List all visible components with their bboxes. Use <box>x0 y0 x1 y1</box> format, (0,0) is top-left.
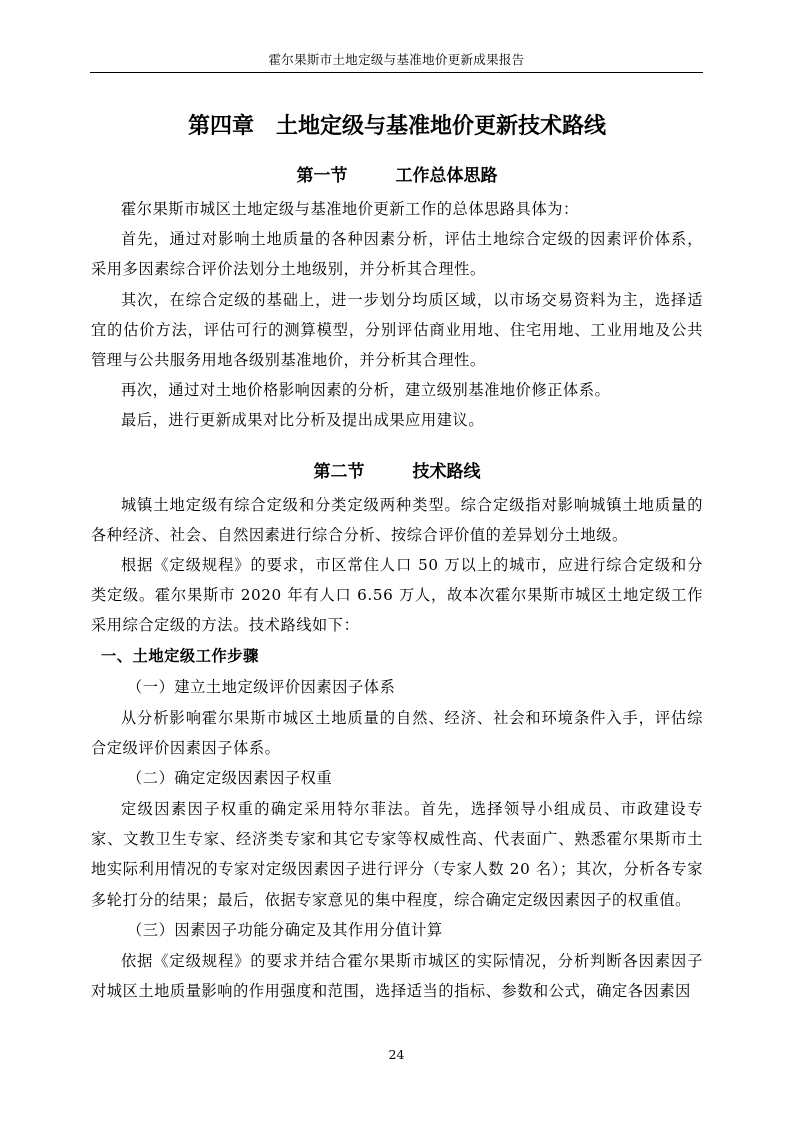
section-title: 技术路线 <box>412 461 481 482</box>
paragraph: 城镇土地定级有综合定级和分类定级两种类型。综合定级指对影响城镇土地质量的各种经济、社会、自然因素进行综合分析、按综合评价值的差异划分土地级。 <box>91 495 703 544</box>
paragraph: 依据《定级规程》的要求并结合霍尔果斯市城区的实际情况，分析判断各因素因子对城区土地质量影响的作用强度和范围，选择适当的指标、参数和公式，确定各因素因 <box>91 951 703 1001</box>
section-number: 第二节 <box>313 461 365 482</box>
paragraph: 定级因素因子权重的确定采用特尔菲法。首先，选择领导小组成员、市政建设专家、文教卫生专家、经济类专家和其它专家等权威性高、代表面广、熟悉霍尔果斯市土地实际利用情况的专家对定级因素因子进行评分（专家人数 20 名）；其次，分析各专家多轮打分的结果；最后，依据专家意见的集中程度，综合确定定级因素因子的权重值。 <box>91 800 703 909</box>
paragraph: 再次，通过对土地价格影响因素的分析，建立级别基准地价修正体系。 <box>121 381 611 400</box>
paragraph: 首先，通过对影响土地质量的各种因素分析，评估土地综合定级的因素评价体系，采用多因素综合评价法划分土地级别，并分析其合理性。 <box>91 230 703 279</box>
paragraph: 其次，在综合定级的基础上，进一步划分均质区域，以市场交易资料为主，选择适宜的估价方法，评估可行的测算模型，分别评估商业用地、住宅用地、工业用地及公共管理与公共服务用地各级别基准地价，并分析其合理性。 <box>91 290 703 370</box>
section-number: 第一节 <box>296 166 348 186</box>
paragraph: 霍尔果斯市城区土地定级与基准地价更新工作的总体思路具体为： <box>121 200 579 218</box>
page-body <box>91 112 703 1006</box>
chapter-number: 第四章 <box>187 114 254 139</box>
running-header: 霍尔果斯市土地定级与基准地价更新成果报告 <box>268 52 525 67</box>
paragraph: 根据《定级规程》的要求，市区常住人口 50 万以上的城市，应进行综合定级和分类定级。霍尔果斯市 2020 年有人口 6.56 万人，故本次霍尔果斯市城区土地定级工作采用综合定级的方法。技术路线如下： <box>91 556 703 635</box>
step-heading: （二）确定定级因素因子权重 <box>127 769 333 788</box>
step-heading: （一）建立土地定级评价因素因子体系 <box>127 677 396 696</box>
section-title: 工作总体思路 <box>395 166 498 186</box>
header-rule <box>90 72 703 73</box>
paragraph: 最后，进行更新成果对比分析及提出成果应用建议。 <box>121 411 485 430</box>
subheading: 一、土地定级工作步骤 <box>101 646 259 665</box>
section-heading-2 <box>91 458 703 486</box>
step-heading: （三）因素因子功能分确定及其作用分值计算 <box>127 920 443 939</box>
section-heading-1 <box>91 162 703 190</box>
page-number: 24 <box>388 1047 405 1062</box>
paragraph: 从分析影响霍尔果斯市城区土地质量的自然、经济、社会和环境条件入手，评估综合定级评价因素因子体系。 <box>91 708 703 757</box>
chapter-heading <box>91 112 703 142</box>
chapter-title: 土地定级与基准地价更新技术路线 <box>276 114 607 139</box>
